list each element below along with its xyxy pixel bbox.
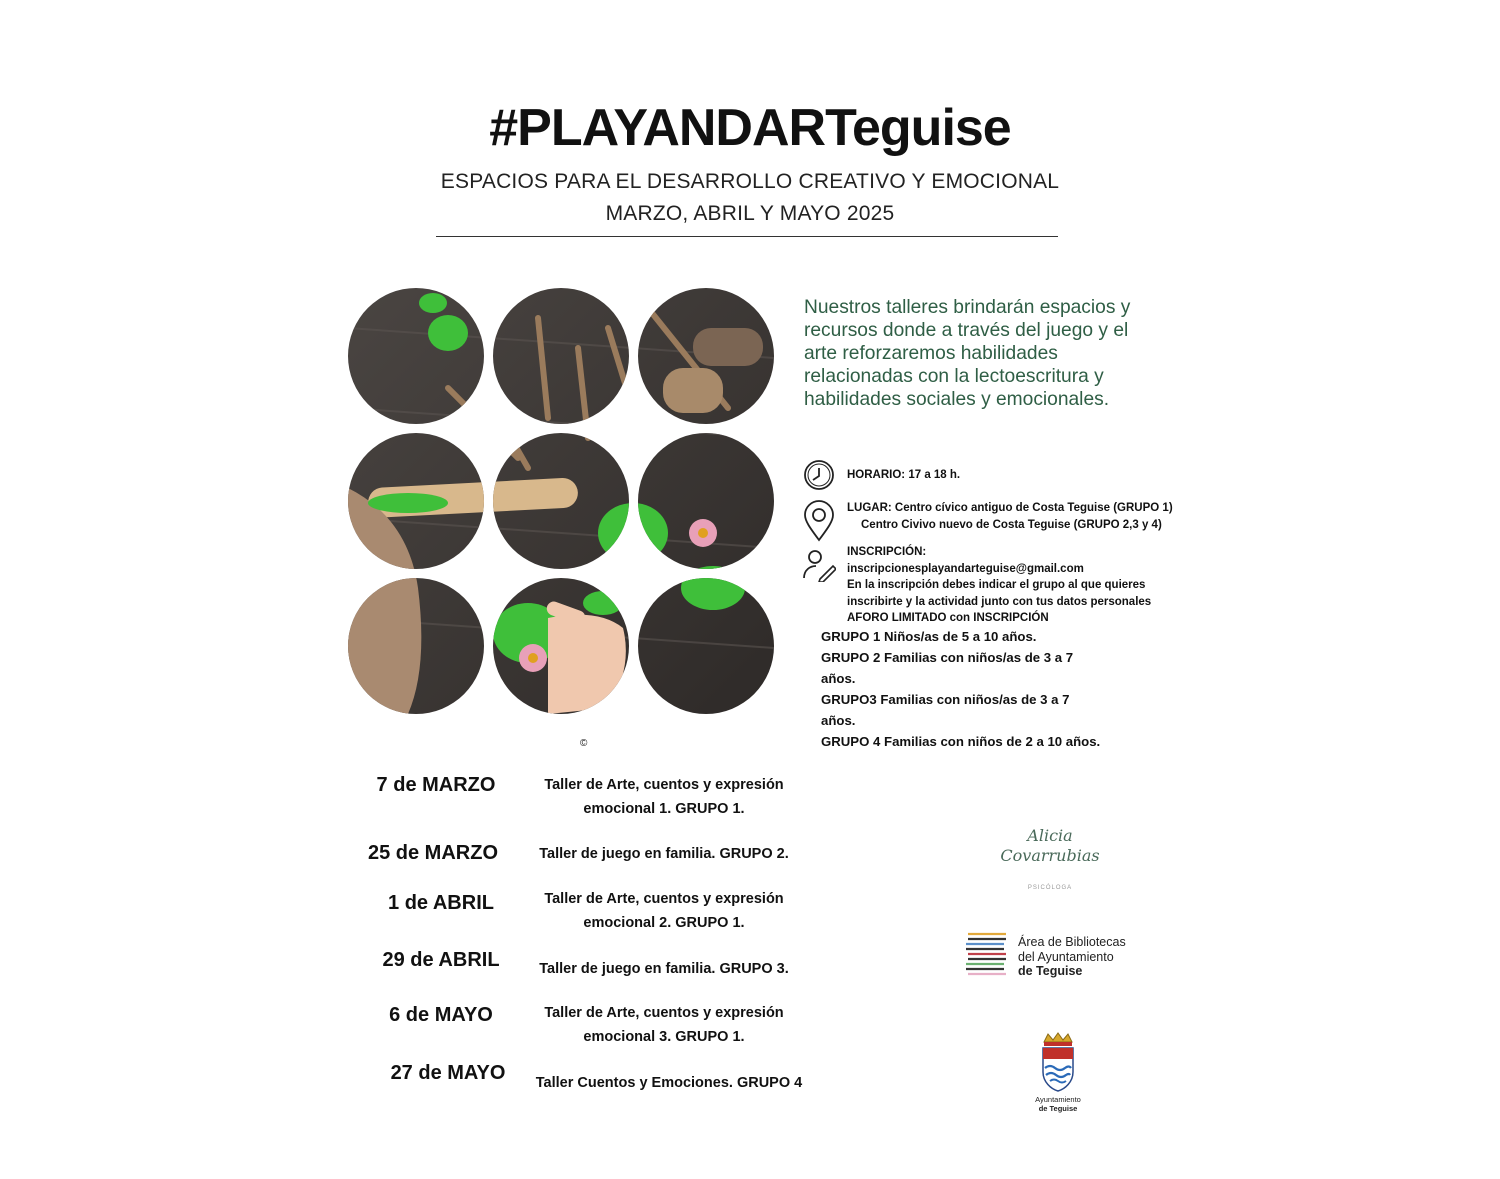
psychologist-signature: [990, 826, 1110, 866]
location-pin-icon: [802, 500, 836, 542]
group-item: GRUPO 1 Niños/as de 5 a 10 años.: [821, 629, 1037, 644]
schedule-desc: [514, 773, 814, 821]
lugar-line-1: LUGAR: Centro cívico antiguo de Costa Teguise (GRUPO 1): [847, 502, 1173, 514]
ayuntamiento-logo-text: [1020, 1095, 1096, 1113]
schedule-date: 25 de MARZO: [367, 842, 499, 864]
schedule-desc-line: Taller Cuentos y Emociones. GRUPO 4: [535, 1075, 803, 1091]
schedule-date: 1 de ABRIL: [388, 892, 494, 914]
schedule-date: 27 de MAYO: [390, 1062, 506, 1084]
schedule-desc: [519, 1071, 819, 1095]
bib-line: de Teguise: [1018, 964, 1083, 978]
signature-line: Alicia: [1027, 826, 1073, 845]
inscripcion-note-2: inscribirte y la actividad junto con tus datos personales: [847, 595, 1152, 608]
ayto-line: de Teguise: [1038, 1104, 1078, 1113]
schedule-date: 29 de ABRIL: [382, 949, 500, 971]
schedule-desc-line: Taller de Arte, cuentos y expresión: [544, 777, 784, 793]
period: MARZO, ABRIL Y MAYO 2025: [605, 202, 895, 225]
inscripcion-label: INSCRIPCIÓN:: [847, 546, 927, 558]
copyright-mark: ©: [580, 738, 588, 749]
lugar-block: [847, 500, 1173, 533]
lugar-line-2: Centro Civivo nuevo de Costa Teguise (GRUPO 2,3 y 4): [861, 518, 1162, 531]
schedule-desc-line: Taller de Arte, cuentos y expresión: [544, 891, 784, 907]
schedule-date: 6 de MAYO: [389, 1004, 493, 1026]
schedule-desc-line: Taller de juego en familia. GRUPO 3.: [539, 961, 789, 977]
inscripcion-block: [847, 544, 1151, 627]
horario-label: HORARIO: 17 a 18 h.: [847, 469, 961, 481]
subtitle: ESPACIOS PARA EL DESARROLLO CREATIVO Y EMOCIONAL: [440, 170, 1060, 193]
ayto-line: Ayuntamiento: [1035, 1095, 1081, 1104]
schedule-desc-line: Taller de juego en familia. GRUPO 2.: [539, 846, 789, 862]
bib-line: Área de Bibliotecas: [1018, 935, 1126, 949]
groups-list: [821, 626, 1101, 752]
signature-line: Covarrubias: [1000, 846, 1100, 865]
coat-of-arms-icon: [1038, 1032, 1078, 1092]
bib-line: del Ayuntamiento: [1018, 949, 1114, 964]
photo-collage: [348, 288, 774, 714]
schedule-desc: [514, 1001, 814, 1049]
group-item: GRUPO 4 Familias con niños de 2 a 10 años.: [821, 734, 1101, 749]
inscripcion-email[interactable]: inscripcionesplayandarteguise@gmail.com: [847, 562, 1084, 575]
clock-icon: [802, 458, 836, 492]
schedule-desc-line: emocional 2. GRUPO 1.: [583, 915, 745, 931]
schedule-desc: [514, 957, 814, 981]
group-item: GRUPO 2 Familias con niños/as de 3 a 7 años.: [821, 650, 1074, 686]
aforo-note: AFORO LIMITADO con INSCRIPCIÓN: [847, 612, 1049, 624]
group-item: GRUPO3 Familias con niños/as de 3 a 7 años.: [821, 692, 1070, 728]
header-divider: [436, 236, 1058, 237]
schedule-date: 7 de MARZO: [376, 774, 496, 796]
schedule-desc: [514, 887, 814, 935]
inscripcion-note-1: En la inscripción debes indicar el grupo al que quieres: [847, 579, 1146, 591]
signature-caption: PSICÓLOGA: [1027, 885, 1073, 891]
intro-text: Nuestros talleres brindarán espacios y recursos donde a través del juego y el arte reforzaremos habilidades relacionadas con la lectoescritura y habilidades sociales y emocionales.: [804, 297, 1131, 410]
bibliotecas-logo-text: [1018, 935, 1126, 979]
schedule-desc-line: Taller de Arte, cuentos y expresión: [544, 1005, 784, 1021]
schedule-desc: [514, 842, 814, 866]
page-title: #PLAYANDARTeguise: [489, 99, 1011, 157]
book-stack-icon: [962, 930, 1010, 978]
schedule-desc-line: emocional 1. GRUPO 1.: [583, 801, 745, 817]
user-pen-icon: [802, 548, 836, 582]
schedule-desc-line: emocional 3. GRUPO 1.: [583, 1029, 745, 1045]
